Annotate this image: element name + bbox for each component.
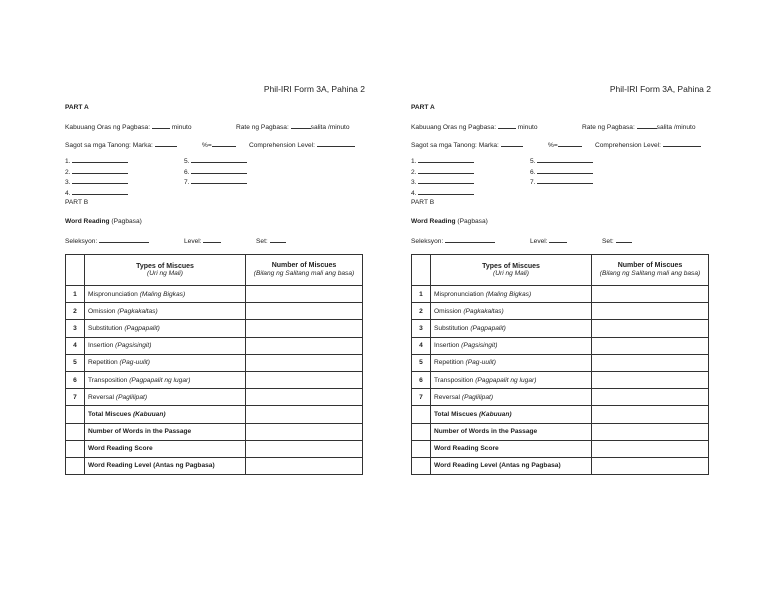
total-cell[interactable] (246, 406, 363, 423)
set-label: Set: (602, 238, 614, 245)
answer-item: 7. (530, 177, 593, 188)
answer-item: 6. (530, 167, 593, 178)
miscue-count-cell[interactable] (592, 337, 709, 354)
word-level-row: Word Reading Level (Antas ng Pagbasa) (66, 457, 363, 474)
answer-item: 6. (184, 167, 247, 178)
table-row: 7 Reversal (Paglilipat) (66, 389, 363, 406)
miscue-count-cell[interactable] (246, 337, 363, 354)
kabuuang-oras-line (65, 122, 192, 131)
answer-item: 4. (65, 188, 128, 199)
answer-item: 5. (530, 156, 593, 167)
table-row: 2 Omission (Pagkakaltas) (66, 303, 363, 320)
table-row: 1 Mispronunciation (Maling Bigkas) (66, 286, 363, 303)
miscue-count-cell[interactable] (592, 371, 709, 388)
answer-blank[interactable] (418, 177, 474, 184)
answer-blank[interactable] (191, 156, 247, 163)
table-row: 6 Transposition (Pagpapalit ng lugar) (412, 371, 709, 388)
seleksyon-label: Seleksyon: (65, 238, 98, 245)
miscue-count-cell[interactable] (592, 354, 709, 371)
set-blank[interactable] (270, 236, 286, 243)
form-page-left (65, 0, 365, 594)
col-type-header: Types of Miscues (Uri ng Mali) (431, 255, 592, 286)
percent-blank[interactable] (212, 140, 236, 147)
word-score-row: Word Reading Score (66, 440, 363, 457)
marka-blank[interactable] (155, 140, 177, 147)
miscue-count-cell[interactable] (246, 320, 363, 337)
form-header: Phil-IRI Form 3A, Pahina 2 (609, 84, 711, 94)
answer-item: 3. (411, 177, 474, 188)
word-score-row: Word Reading Score (412, 440, 709, 457)
answer-list-right (184, 156, 247, 188)
rate-label: Rate ng Pagbasa: (236, 124, 289, 131)
part-a-heading: PART A (411, 104, 435, 111)
kabuuang-oras-unit: minuto (171, 124, 192, 131)
word-level-cell[interactable] (246, 457, 363, 474)
word-reading-heading: Word Reading (Pagbasa) (65, 218, 142, 225)
answer-blank[interactable] (537, 177, 593, 184)
answer-blank[interactable] (418, 167, 474, 174)
miscue-count-cell[interactable] (246, 303, 363, 320)
answer-blank[interactable] (72, 167, 128, 174)
answer-list-right (530, 156, 593, 188)
words-passage-row: Number of Words in the Passage (66, 423, 363, 440)
miscue-count-cell[interactable] (592, 389, 709, 406)
words-passage-cell[interactable] (592, 423, 709, 440)
rate-label: Rate ng Pagbasa: (582, 124, 635, 131)
answer-item: 2. (65, 167, 128, 178)
miscue-table (411, 254, 709, 475)
table-row: 5 Repetition (Pag-uulit) (412, 354, 709, 371)
kabuuang-oras-blank[interactable] (498, 122, 516, 129)
level-label: Level: (184, 238, 202, 245)
word-level-row: Word Reading Level (Antas ng Pagbasa) (412, 457, 709, 474)
answer-blank[interactable] (72, 177, 128, 184)
seleksyon-blank[interactable] (445, 236, 495, 243)
sagot-label: Sagot sa mga Tanong: (411, 142, 477, 149)
answer-item: 5. (184, 156, 247, 167)
table-row: 4 Insertion (Pagsisingit) (66, 337, 363, 354)
seleksyon-blank[interactable] (99, 236, 149, 243)
comprehension-label: Comprehension Level: (249, 142, 315, 149)
sagot-label: Sagot sa mga Tanong: (65, 142, 131, 149)
comprehension-blank[interactable] (317, 140, 355, 147)
table-row: 3 Substitution (Pagpapalit) (66, 320, 363, 337)
answer-blank[interactable] (418, 188, 474, 195)
word-score-cell[interactable] (246, 440, 363, 457)
answer-list-left (65, 156, 128, 198)
table-row: 1 Mispronunciation (Maling Bigkas) (412, 286, 709, 303)
rate-line (582, 122, 696, 131)
answer-item: 2. (411, 167, 474, 178)
percent-line (548, 140, 582, 149)
answer-item: 3. (65, 177, 128, 188)
table-row: 2 Omission (Pagkakaltas) (412, 303, 709, 320)
kabuuang-oras-label: Kabuuang Oras ng Pagbasa: (65, 124, 151, 131)
set-label: Set: (256, 238, 268, 245)
table-row: 3 Substitution (Pagpapalit) (412, 320, 709, 337)
comprehension-line (249, 140, 355, 149)
total-row: Total Miscues (Kabuuan) (66, 406, 363, 423)
percent-line (202, 140, 236, 149)
percent-label: %= (548, 142, 558, 149)
kabuuang-oras-label: Kabuuang Oras ng Pagbasa: (411, 124, 497, 131)
level-line (530, 236, 567, 245)
answer-blank[interactable] (191, 177, 247, 184)
level-blank[interactable] (203, 236, 221, 243)
percent-label: %= (202, 142, 212, 149)
word-level-cell[interactable] (592, 457, 709, 474)
rate-blank[interactable] (291, 122, 311, 129)
comprehension-line (595, 140, 701, 149)
kabuuang-oras-blank[interactable] (152, 122, 170, 129)
col-number-header: Number of Miscues (Bilang ng Salitang mali ang basa) (592, 255, 709, 286)
answer-blank[interactable] (418, 156, 474, 163)
col-type-header: Types of Miscues (Uri ng Mali) (85, 255, 246, 286)
seleksyon-line (411, 236, 495, 245)
answer-blank[interactable] (191, 167, 247, 174)
rate-unit: salita /minuto (656, 124, 696, 131)
answer-item: 1. (65, 156, 128, 167)
part-b-heading: PART B (411, 199, 435, 206)
seleksyon-label: Seleksyon: (411, 238, 444, 245)
rate-unit: salita /minuto (310, 124, 350, 131)
marka-label: Marka: (478, 142, 499, 149)
form-header: Phil-IRI Form 3A, Pahina 2 (263, 84, 365, 94)
table-row: 6 Transposition (Pagpapalit ng lugar) (66, 371, 363, 388)
word-score-cell[interactable] (592, 440, 709, 457)
kabuuang-oras-unit: minuto (517, 124, 538, 131)
miscue-count-cell[interactable] (592, 303, 709, 320)
col-number-header: Number of Miscues (Bilang ng Salitang mali ang basa) (246, 255, 363, 286)
set-blank[interactable] (616, 236, 632, 243)
set-line (602, 236, 632, 245)
rate-line (236, 122, 350, 131)
answer-blank[interactable] (537, 156, 593, 163)
sagot-line (65, 140, 177, 149)
table-row: 4 Insertion (Pagsisingit) (412, 337, 709, 354)
answer-item: 7. (184, 177, 247, 188)
comprehension-label: Comprehension Level: (595, 142, 661, 149)
level-blank[interactable] (549, 236, 567, 243)
part-b-heading: PART B (65, 199, 89, 206)
miscue-table (65, 254, 363, 475)
rate-blank[interactable] (637, 122, 657, 129)
miscue-count-cell[interactable] (592, 320, 709, 337)
marka-label: Marka: (132, 142, 153, 149)
answer-item: 1. (411, 156, 474, 167)
miscue-count-cell[interactable] (592, 286, 709, 303)
total-cell[interactable] (592, 406, 709, 423)
set-line (256, 236, 286, 245)
table-row: 5 Repetition (Pag-uulit) (66, 354, 363, 371)
table-header-row (66, 255, 363, 286)
miscue-count-cell[interactable] (246, 371, 363, 388)
level-label: Level: (530, 238, 548, 245)
answer-item: 4. (411, 188, 474, 199)
table-header-row (412, 255, 709, 286)
words-passage-cell[interactable] (246, 423, 363, 440)
miscue-count-cell[interactable] (246, 286, 363, 303)
kabuuang-oras-line (411, 122, 538, 131)
seleksyon-line (65, 236, 149, 245)
level-line (184, 236, 221, 245)
part-a-heading: PART A (65, 104, 89, 111)
answer-blank[interactable] (72, 188, 128, 195)
percent-blank[interactable] (558, 140, 582, 147)
total-row: Total Miscues (Kabuuan) (412, 406, 709, 423)
miscue-count-cell[interactable] (246, 354, 363, 371)
marka-blank[interactable] (501, 140, 523, 147)
sagot-line (411, 140, 523, 149)
answer-list-left (411, 156, 474, 198)
answer-blank[interactable] (537, 167, 593, 174)
table-row: 7 Reversal (Paglilipat) (412, 389, 709, 406)
word-reading-heading: Word Reading (Pagbasa) (411, 218, 488, 225)
comprehension-blank[interactable] (663, 140, 701, 147)
miscue-count-cell[interactable] (246, 389, 363, 406)
answer-blank[interactable] (72, 156, 128, 163)
form-page-right (411, 0, 711, 594)
words-passage-row: Number of Words in the Passage (412, 423, 709, 440)
